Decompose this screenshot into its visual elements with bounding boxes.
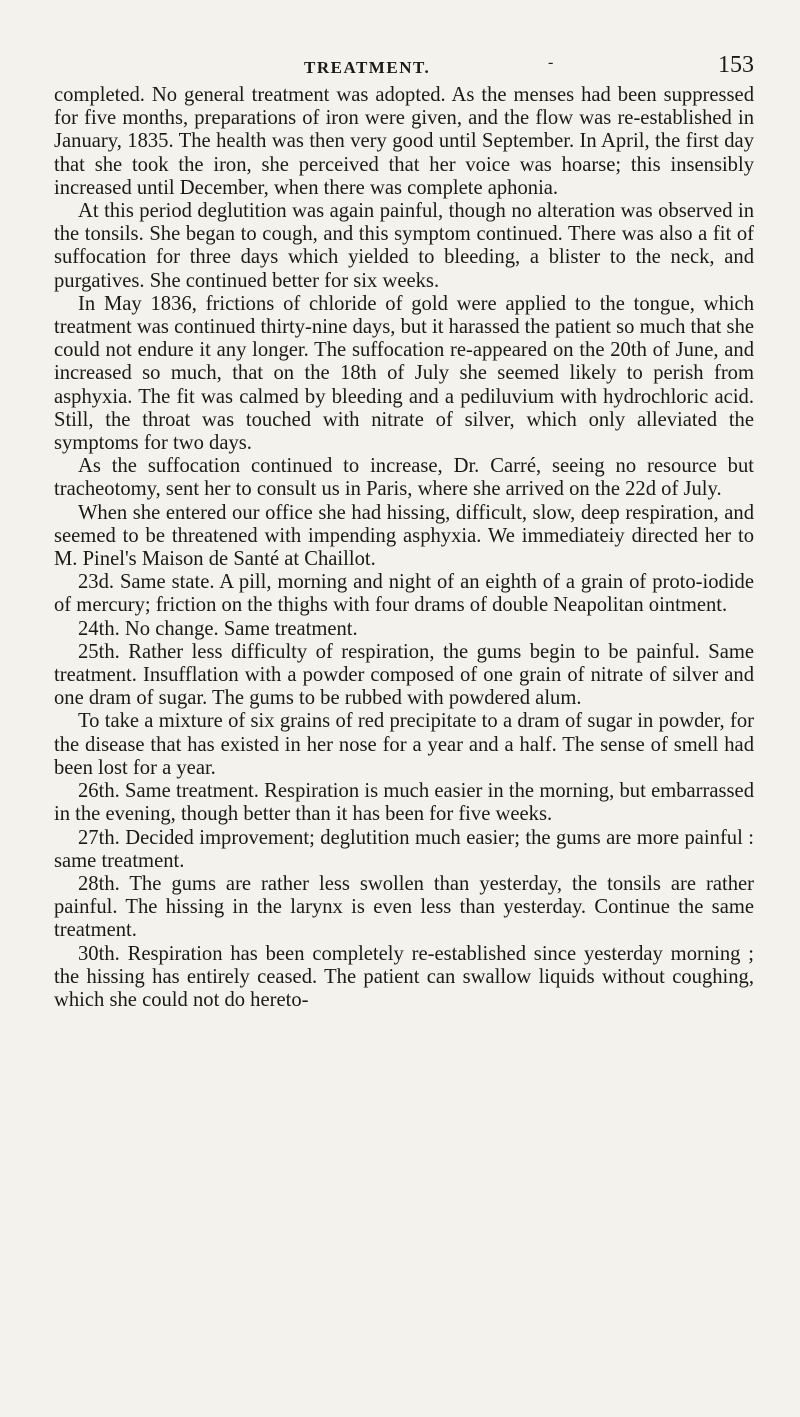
paragraph-office-visit: When she entered our office she had hissing, difficult, slow, deep respiration, and seemed to be threatened with impending asphyxia. We immediateiy directed her to M. Pinel's Maison de Santé at Chaillot. (54, 501, 754, 571)
paragraph-dr-carre: As the suffocation continued to increase, Dr. Carré, seeing no resource but tracheotomy, sent her to consult us in Paris, where she arrived on the 22d of July. (54, 455, 754, 501)
paragraph-24th: 24th. No change. Same treatment. (78, 617, 358, 640)
paragraph-30th: 30th. Respiration has been completely re-established since yesterday morning ; the hissing has entirely ceased. The patient can swallow liquids without coughing, which she could not do hereto- (54, 942, 754, 1011)
book-page (54, 48, 754, 1012)
paragraph-may-1836: In May 1836, frictions of chloride of gold were applied to the tongue, which treatment was continued thirty-nine days, but it harassed the patient so much that she could not endure it any longer. The suffocation re-appeared on the 20th of June, and increased so much, that on the 18th of July she seemed likely to perish from asphyxia. The fit was calmed by bleeding and a pediluvium with hydrochloric acid. Still, the throat was touched with nitrate of silver, which only alleviated the symptoms for two days. (54, 292, 755, 455)
paragraph-27th: 27th. Decided improvement; deglutition much easier; the gums are more painful : same treatment. (54, 826, 754, 872)
paragraph-26th: 26th. Same treatment. Respiration is much easier in the morning, but embarrassed in the evening, though better than it has been for five weeks. (54, 780, 754, 826)
paragraph-25th: 25th. Rather less difficulty of respiration, the gums begin to be painful. Same treatment. Insufflation with a powder composed of one grain of nitrate of silver and one dram of sugar. The gums to be rubbed with powdered alum. (54, 640, 754, 710)
running-title: TREATMENT. (304, 58, 431, 77)
paragraph-continuation: completed. No general treatment was adopted. As the menses had been suppressed for five months, preparations of iron were given, and the flow was re-established in January, 1835. The health was then very good until September. In April, the first day that she took the iron, she perceived that her voice was hoarse; this insensibly increased until December, when there was complete aphonia. (54, 84, 754, 199)
running-head (54, 48, 754, 84)
body-text (54, 84, 754, 1012)
paragraph-deglutition: At this period deglutition was again painful, though no alteration was observed in the tonsils. She began to cough, and this symptom continued. There was also a fit of suffocation for three days which yielded to bleeding, a blister to the neck, and purgatives. She continued better for six weeks. (54, 200, 754, 292)
paragraph-red-precipitate: To take a mixture of six grains of red precipitate to a dram of sugar in powder, for the disease that has existed in her nose for a year and a half. The sense of smell had been lost for a year. (54, 710, 754, 779)
paragraph-28th: 28th. The gums are rather less swollen than yesterday, the tonsils are rather painful. The hissing in the larynx is even less than yesterday. Continue the same treatment. (54, 872, 754, 942)
header-separator: - (548, 54, 555, 71)
paragraph-23d: 23d. Same state. A pill, morning and night of an eighth of a grain of proto-iodide of mercury; friction on the thighs with four drams of double Neapolitan ointment. (54, 571, 754, 617)
page-number: 153 (718, 52, 754, 78)
